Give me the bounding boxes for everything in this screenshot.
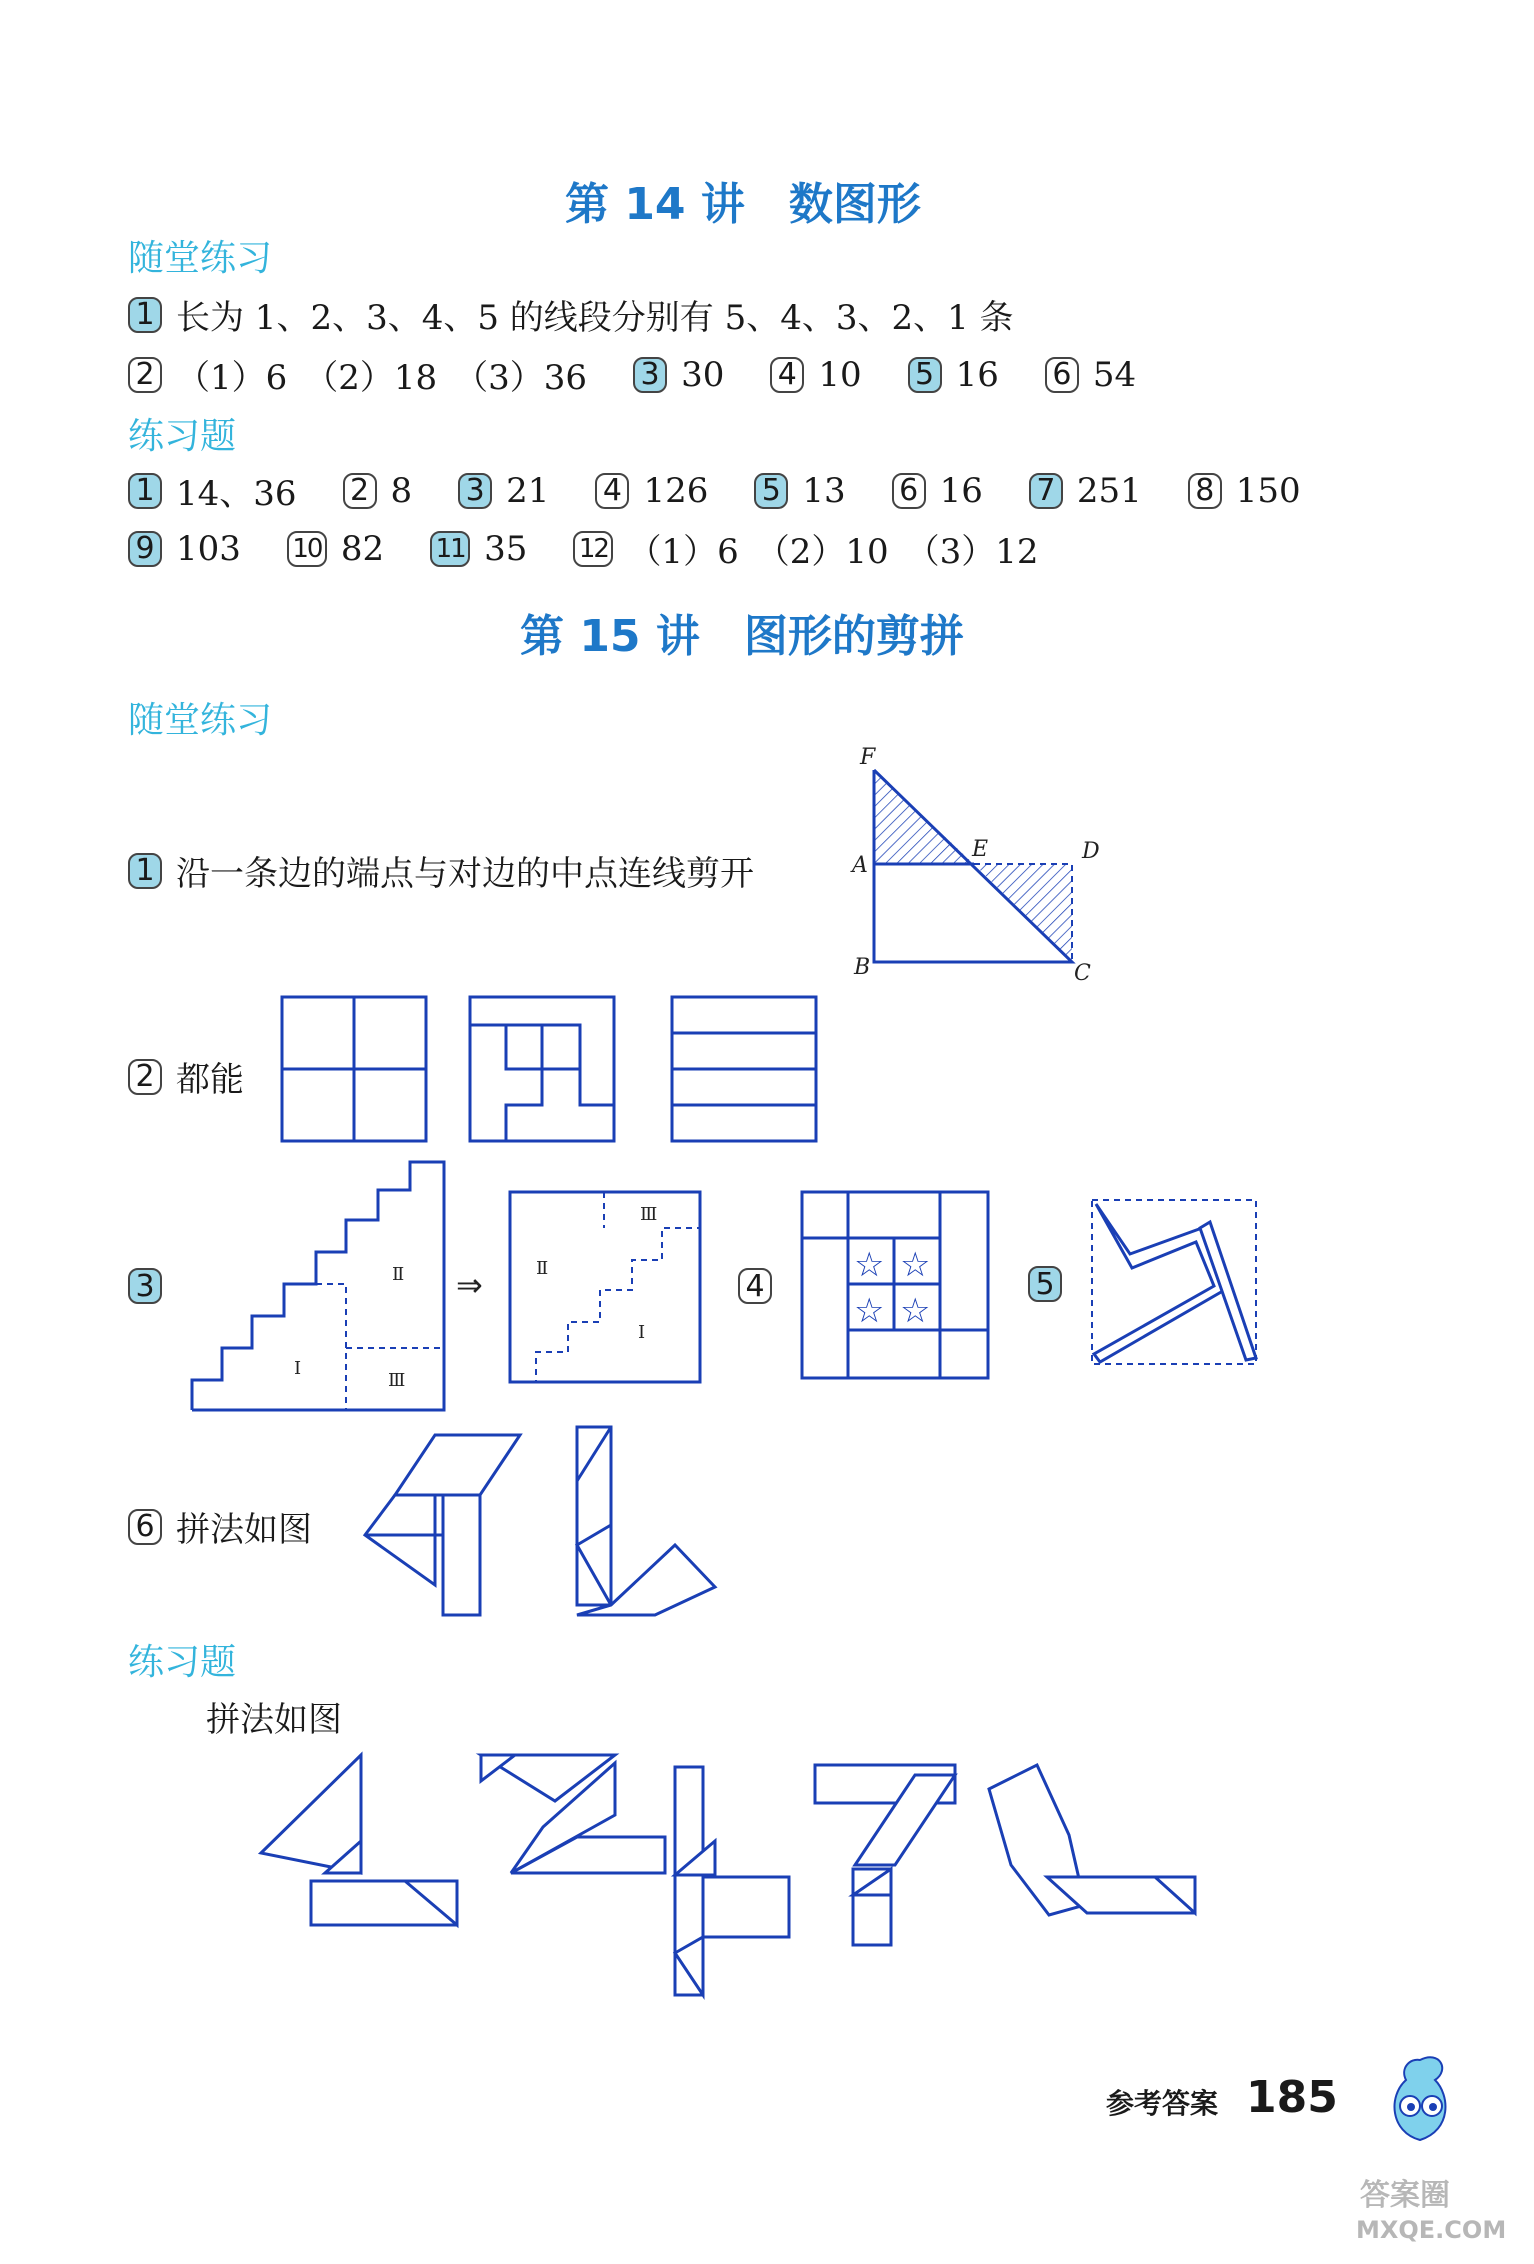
answer-text: 21	[506, 470, 550, 511]
l14-question-1	[128, 290, 1014, 339]
question-number: 4	[738, 1268, 772, 1304]
fig-tangram-exercise	[255, 1745, 1255, 2005]
svg-text:Ⅰ: Ⅰ	[294, 1358, 302, 1379]
l14-answer-row-2	[128, 350, 1182, 399]
label-b: B	[854, 955, 871, 980]
question-number: 1	[128, 297, 162, 333]
watermark-url: MXQE.COM	[1356, 2216, 1507, 2244]
label-d: D	[1082, 839, 1100, 864]
answer-text: 沿一条边的端点与对边的中点连线剪开	[176, 854, 754, 894]
svg-text:Ⅲ: Ⅲ	[388, 1370, 406, 1391]
question-number: 6	[128, 1509, 162, 1545]
answer-text: 103	[176, 528, 241, 569]
footer-label: 参考答案	[1106, 2087, 1219, 2120]
fig-star-square	[800, 1190, 992, 1380]
mascot-icon	[1380, 2040, 1460, 2150]
svg-text:Ⅱ: Ⅱ	[536, 1258, 549, 1279]
l15-question-4	[738, 1268, 786, 1304]
section-practice-heading-15: 随堂练习	[128, 700, 273, 741]
l15-question-1	[128, 846, 754, 895]
label-f: F	[860, 745, 876, 770]
question-number: 9	[128, 531, 162, 567]
page-number: 185	[1246, 2072, 1338, 2123]
question-number: 3	[128, 1268, 162, 1304]
question-number: 10	[287, 531, 327, 567]
question-number: 6	[1045, 357, 1079, 393]
fig-square-divisions	[280, 995, 820, 1145]
l14-answer-row-4	[128, 524, 1085, 573]
answer-text: （1）6 （2）18 （3）36	[176, 358, 588, 398]
lecture-14-title: 第 14 讲 数图形	[565, 179, 921, 230]
answer-text: 8	[390, 470, 413, 511]
question-number: 12	[573, 531, 613, 567]
question-number: 4	[770, 357, 804, 393]
answer-text: 16	[955, 354, 999, 395]
l15-question-6	[128, 1502, 312, 1551]
question-number: 3	[633, 357, 667, 393]
answer-text: 35	[484, 528, 528, 569]
question-number: 1	[128, 473, 162, 509]
question-number: 4	[595, 473, 629, 509]
staircase-outline	[192, 1162, 444, 1410]
answer-text: 13	[802, 470, 846, 511]
answer-text: 30	[681, 354, 725, 395]
question-number: 8	[1188, 473, 1222, 509]
arrow-icon: ⇒	[456, 1266, 483, 1304]
star-icon: ☆	[854, 1291, 885, 1331]
question-number: 1	[128, 853, 162, 889]
section-exercise-heading: 练习题	[128, 416, 237, 457]
answer-text: 14、36	[176, 474, 297, 514]
question-number: 2	[343, 473, 377, 509]
question-number: 2	[128, 1059, 162, 1095]
question-number: 3	[458, 473, 492, 509]
answer-text: （1）6 （2）10 （3）12	[627, 532, 1039, 572]
answer-text: 都能	[176, 1060, 244, 1100]
fig-tangram-q6	[355, 1425, 725, 1625]
label-a: A	[852, 853, 868, 878]
l15-question-3	[128, 1268, 176, 1304]
svg-text:Ⅰ: Ⅰ	[638, 1322, 646, 1343]
exercise-text: 拼法如图	[206, 1700, 342, 1740]
l14-answer-row-3	[128, 466, 1347, 515]
answer-text: 150	[1235, 470, 1301, 511]
question-number: 2	[128, 357, 162, 393]
question-number: 5	[1028, 1266, 1062, 1302]
fig-pinwheel-square	[1090, 1198, 1260, 1368]
question-number: 5	[908, 357, 942, 393]
square-result	[510, 1192, 700, 1382]
answer-text: 长为 1、2、3、4、5 的线段分别有 5、4、3、2、1 条	[176, 298, 1014, 338]
fig-triangle-cut-diagram	[850, 740, 1110, 986]
answer-text: 16	[939, 470, 983, 511]
section-exercise-heading-15: 练习题	[128, 1642, 237, 1683]
star-icon: ☆	[900, 1291, 931, 1331]
question-number: 11	[430, 531, 470, 567]
question-number: 6	[892, 473, 926, 509]
question-number: 5	[754, 473, 788, 509]
svg-text:Ⅲ: Ⅲ	[640, 1204, 658, 1225]
svg-text:Ⅱ: Ⅱ	[392, 1264, 405, 1285]
l15-question-2	[128, 1052, 244, 1101]
answer-text: 126	[643, 470, 709, 511]
watermark-logo: 答案圈	[1360, 2178, 1450, 2213]
lecture-15-title: 第 15 讲 图形的剪拼	[520, 611, 964, 662]
answer-text: 10	[818, 354, 862, 395]
label-e: E	[972, 837, 989, 862]
answer-text: 82	[340, 528, 385, 569]
label-c: C	[1074, 961, 1091, 986]
star-icon: ☆	[900, 1245, 931, 1285]
star-icon: ☆	[854, 1245, 885, 1285]
fig-staircase-to-square	[190, 1160, 730, 1420]
answer-text: 251	[1076, 470, 1142, 511]
question-number: 7	[1029, 473, 1063, 509]
l15-question-5	[1028, 1266, 1076, 1302]
section-practice-heading: 随堂练习	[128, 238, 273, 279]
answer-text: 54	[1092, 354, 1137, 395]
answer-text: 拼法如图	[176, 1510, 312, 1550]
